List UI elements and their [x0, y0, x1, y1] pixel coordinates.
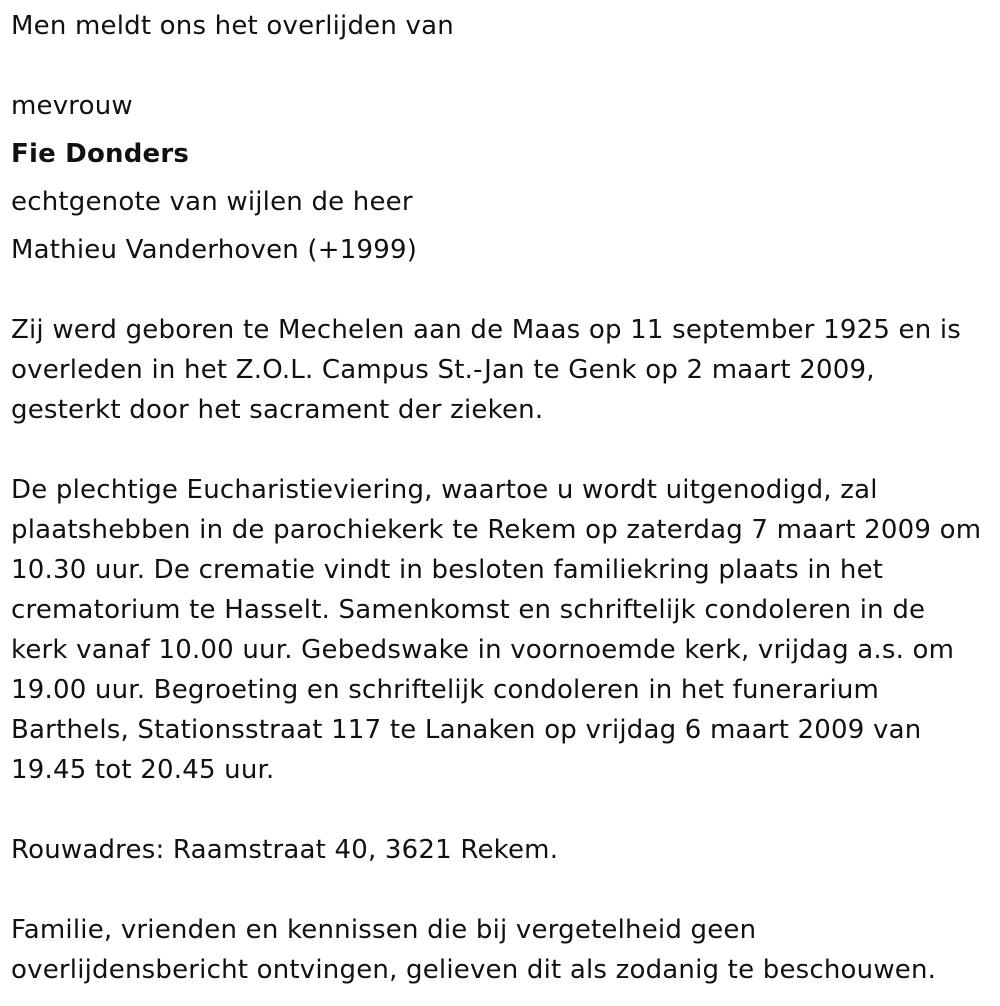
spouse-line-1: echtgenote van wijlen de heer	[11, 187, 413, 217]
birth-death-paragraph	[11, 310, 996, 430]
service-paragraph	[11, 470, 996, 790]
honorific-title: mevrouw	[11, 91, 133, 121]
paragraph-line: kerk vanaf 10.00 uur. Gebedswake in voornoemde kerk, vrijdag a.s. om	[11, 635, 955, 665]
paragraph-line: 19.45 tot 20.45 uur.	[11, 755, 275, 785]
deceased-name: Fie Donders	[11, 139, 190, 169]
family-paragraph	[11, 910, 996, 990]
paragraph-line: De plechtige Eucharistieviering, waartoe u wordt uitgenodigd, zal	[11, 475, 878, 505]
paragraph-line: Zij werd geboren te Mechelen aan de Maas op 11 september 1925 en is	[11, 315, 962, 345]
paragraph-line: overleden in het Z.O.L. Campus St.-Jan te Genk op 2 maart 2009,	[11, 355, 875, 385]
intro-text: Men meldt ons het overlijden van	[11, 11, 454, 41]
paragraph-line: Familie, vrienden en kennissen die bij vergetelheid geen	[11, 915, 757, 945]
paragraph-line: gesterkt door het sacrament der zieken.	[11, 395, 544, 425]
paragraph-line: Barthels, Stationsstraat 117 te Lanaken op vrijdag 6 maart 2009 van	[11, 715, 922, 745]
paragraph-line: crematorium te Hasselt. Samenkomst en schriftelijk condoleren in de	[11, 595, 926, 625]
spouse-line-2: Mathieu Vanderhoven (+1999)	[11, 235, 418, 265]
mourning-address-paragraph	[11, 830, 996, 870]
mourning-address: Rouwadres: Raamstraat 40, 3621 Rekem.	[11, 835, 559, 865]
paragraph-line: overlijdensbericht ontvingen, gelieven dit als zodanig te beschouwen.	[11, 955, 937, 985]
paragraph-line: 10.30 uur. De crematie vindt in besloten familiekring plaats in het	[11, 555, 884, 585]
paragraph-line: plaatshebben in de parochiekerk te Rekem op zaterdag 7 maart 2009 om	[11, 515, 982, 545]
paragraph-line: 19.00 uur. Begroeting en schriftelijk condoleren in het funerarium	[11, 675, 880, 705]
